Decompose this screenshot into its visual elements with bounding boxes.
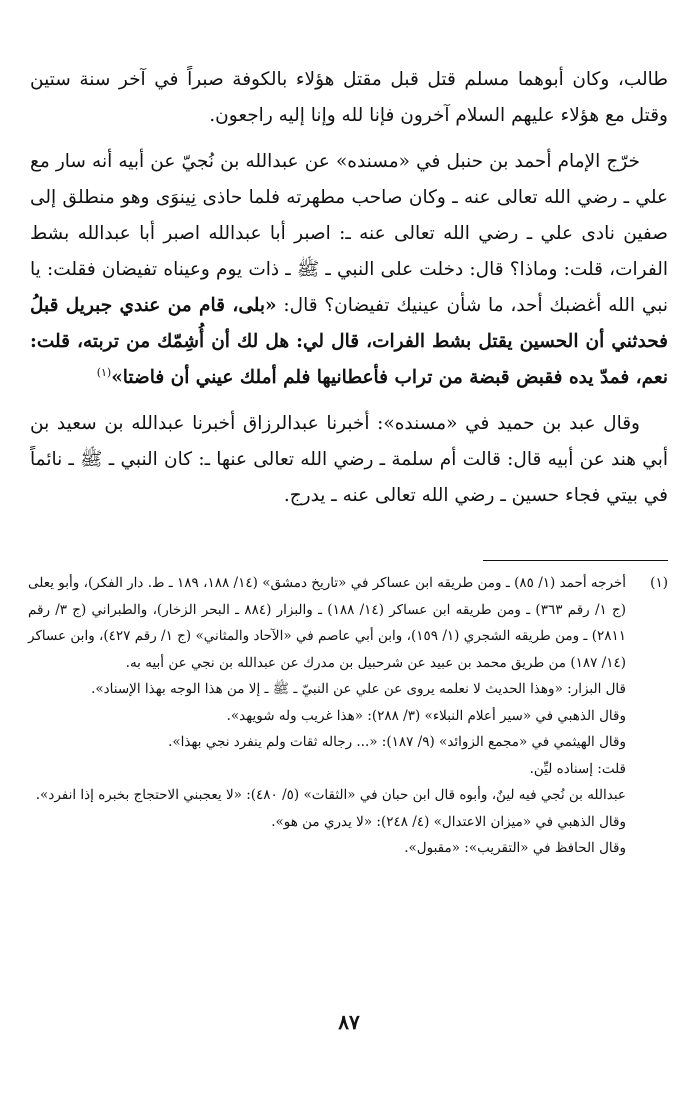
footnote-line: وقال الهيثمي في «مجمع الزوائد» (٩/ ١٨٧): «... رجاله ثقات ولم ينفرد نجي بهذا». xyxy=(168,734,626,750)
footnote-1-text: أخرجه أحمد (١/ ٨٥) ـ ومن طريقه ابن عساكر في «تاريخ دمشق» (١٤/ ١٨٨، ١٨٩ ـ ط. دار الفكر)، وأبو يعلى (ج ١/ رقم ٣٦٣) ـ ومن طريقه ابن عساكر (١٤/ ١٨٨) ـ والبزار (٨٨٤ ـ البحر الزخار)، والطبراني (ج ٣/ رقم ٢٨١١) ـ ومن طريقه الشجري (١/ ١٥٩)، وابن أبي عاصم في «الآحاد والمثاني» (ج ١/ رقم ٤٢٧)، وابن عساكر (١٤/ ١٨٧) من طريق محمد بن عبيد عن شرحبيل بن مدرك عن عبدالله بن نجي عن أبيه به. xyxy=(28,575,627,671)
footnote-ref[interactable]: (١) xyxy=(96,365,112,379)
footnotes xyxy=(28,570,668,862)
paragraph-2-text: خرّج الإمام أحمد بن حنبل في «مسنده» عن عبدالله بن نُجيّ عن أبيه أنه سار مع علي ـ رضي الله تعالى عنه ـ وكان صاحب مطهرته فلما حاذى نِينوَى وهو منطلق إلى صفين نادى علي ـ رضي الله تعالى عنه ـ: اصبر أبا عبدالله اصبر أبا عبدالله بشط الفرات، قلت: وماذا؟ قال: دخلت على النبي ـ ﷺ ـ ذات يوم وعيناه تفيضان فقلت: يا نبي الله أغضبك أحد، ما شأن عينيك تفيضان؟ قال: xyxy=(30,151,669,316)
page-number: ٨٧ xyxy=(338,1010,360,1034)
main-text xyxy=(30,62,668,524)
paragraph-2 xyxy=(30,144,668,396)
paragraph-3: وقال عبد بن حميد في «مسنده»: أخبرنا عبدالرزاق أخبرنا عبدالله بن سعيد بن أبي هند عن أبيه قال: قالت أم سلمة ـ رضي الله تعالى عنها ـ: كان النبي ـ ﷺ ـ نائماً في بيتي فجاء حسين ـ رضي الله تعالى عنه ـ يدرج. xyxy=(30,413,668,506)
footnote-line: عبدالله بن نُجي فيه لينٌ، وأبوه قال ابن حبان في «الثقات» (٥/ ٤٨٠): «لا يعجبني الاحتجاج بخبره إذا انفرد». xyxy=(35,787,626,803)
footnote-line: وقال الذهبي في «سير أعلام النبلاء» (٣/ ٢٨٨): «هذا غريب وله شويهد». xyxy=(226,707,626,724)
footnote-number: (١) xyxy=(650,575,668,591)
footnote-separator xyxy=(483,560,668,561)
footnote-line: قال البزار: «وهذا الحديث لا نعلمه يروى عن علي عن النبيّ ـ ﷺ ـ إلا من هذا الوجه بهذا الإسناد». xyxy=(91,681,626,697)
footnote-1 xyxy=(28,570,668,676)
hadith-quote: «بلى، قام من عندي جبريل قبلُ فحدثني أن الحسين يقتل بشط الفرات، قال لي: هل لك أن أُشِمّك من تربته، قلت: نعم، فمدّ يده فقبض قبضة من تراب فأعطانيها فلم أملك عيني أن فاضتا» xyxy=(30,295,668,388)
footnote-line: قلت: إسناده ليِّن. xyxy=(529,760,626,777)
footnote-line: وقال الحافظ في «التقريب»: «مقبول». xyxy=(404,840,626,856)
paragraph-1: طالب، وكان أبوهما مسلم قتل قبل مقتل هؤلاء بالكوفة صبراً في آخر سنة ستين وقتل مع هؤلاء عليهم السلام آخرون فإنا لله وإنا إليه راجعون. xyxy=(30,69,668,126)
footnote-line: وقال الذهبي في «ميزان الاعتدال» (٤/ ٢٤٨): «لا يدري من هو». xyxy=(271,813,626,830)
